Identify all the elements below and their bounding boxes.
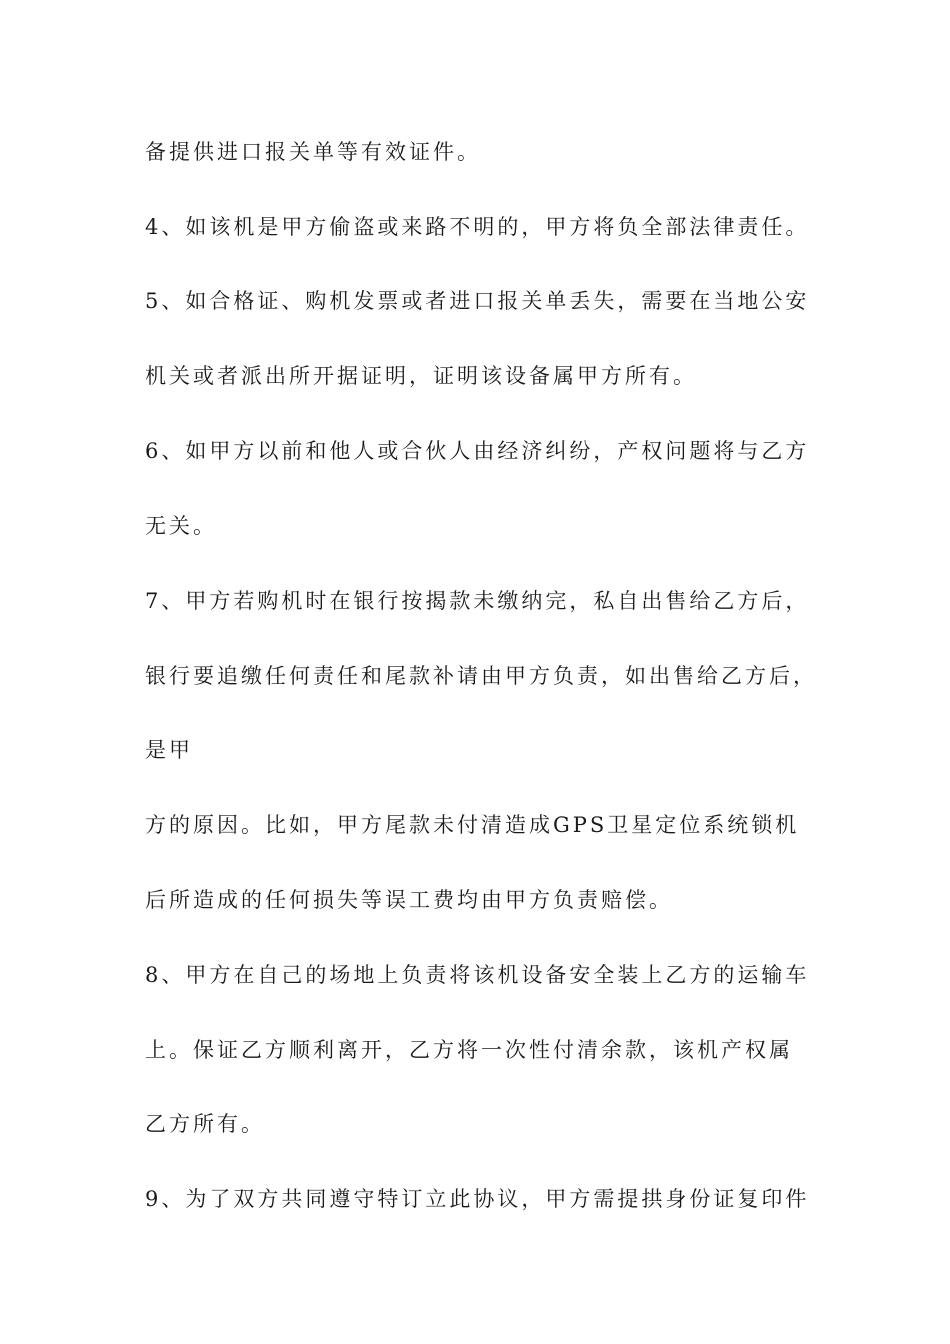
clause-5-line: 5、如合格证、购机发票或者进口报关单丢失，需要在当地公安 — [145, 289, 810, 313]
clause-6-line: 6、如甲方以前和他人或合伙人由经济纠纷，产权问题将与乙方 — [145, 439, 810, 463]
paragraph-line: 无关。 — [145, 514, 217, 538]
paragraph-line: 后所造成的任何损失等误工费均由甲方负责赔偿。 — [145, 888, 673, 912]
paragraph-line: 是甲 — [145, 738, 193, 762]
paragraph-line: 机关或者派出所开据证明，证明该设备属甲方所有。 — [145, 364, 697, 388]
paragraph-line: 银行要追缴任何责任和尾款补请由甲方负责，如出售给乙方后， — [145, 664, 817, 688]
paragraph-line: 上。保证乙方顺利离开，乙方将一次性付清余款，该机产权属 — [145, 1038, 793, 1062]
paragraph-line: 备提供进口报关单等有效证件。 — [145, 140, 481, 164]
paragraph-line: 乙方所有。 — [145, 1112, 265, 1136]
clause-4-line: 4、如该机是甲方偷盗或来路不明的，甲方将负全部法律责任。 — [145, 215, 810, 239]
paragraph-line: 方的原因。比如，甲方尾款未付清造成GPS卫星定位系统锁机 — [145, 813, 800, 837]
clause-7-line: 7、甲方若购机时在银行按揭款未缴纳完，私自出售给乙方后， — [145, 589, 810, 613]
clause-9-line: 9、为了双方共同遵守特订立此协议，甲方需提拱身份证复印件 — [145, 1187, 810, 1211]
clause-8-line: 8、甲方在自己的场地上负责将该机设备安全装上乙方的运输车 — [145, 963, 810, 987]
